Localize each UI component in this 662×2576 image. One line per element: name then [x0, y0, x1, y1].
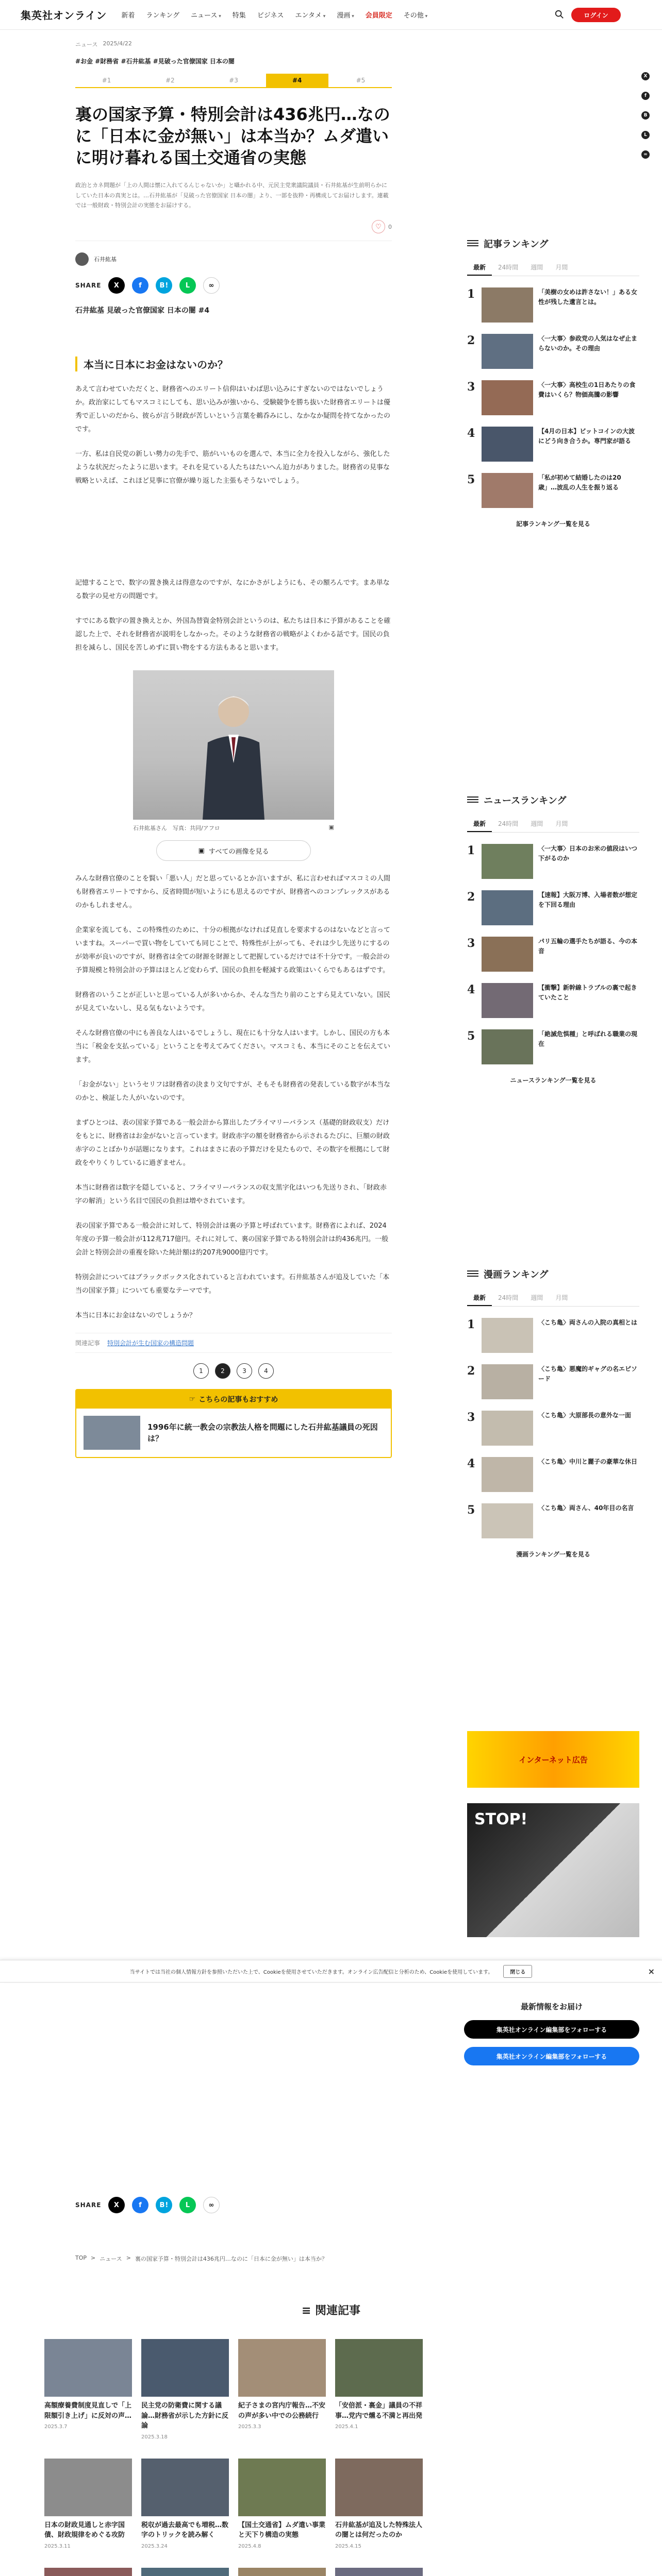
site-logo[interactable]: 集英社オンライン — [21, 9, 107, 22]
ranking-tabs — [467, 816, 639, 833]
ranking-list — [467, 844, 639, 1064]
section-heading: 本当に日本にお金はないのか？ — [75, 357, 392, 371]
close-icon[interactable]: × — [648, 1967, 655, 1976]
ranking-tab[interactable]: 週間 — [531, 264, 543, 271]
related-thumbnail — [335, 2568, 423, 2576]
ranking-title: 記事ランキング — [484, 239, 549, 250]
ranking-item[interactable] — [467, 983, 639, 1018]
related-thumbnail — [141, 2568, 229, 2576]
body-paragraph: あえて言わせていただくと、財務省へのエリート信仰はいわば思い込みにすぎないのではないでしょうか。政治家にしてもマスコミにしても、思い込みが強いから、受験競争を勝ち抜いた財務省エリートは優秀で正しいのだから、彼らが言う財政が苦しいという言葉を鵜呑みにし、なかなか疑問を持てなかったのです。 — [75, 385, 391, 434]
breadcrumb — [75, 2255, 327, 2263]
body-paragraph: 一方、私は自民党の新しい勢力の先手で、筋がいいものを選んで、本当に全力を投入しながら、強化したような状況だったように思います。それを見ている人たちはたいへん迫力がありました。財務省の見事な戦略といえば、これほど見事に官僚が繰り返した主張もそうないでしょう。 — [75, 450, 390, 485]
ranking-title: 漫画ランキング — [484, 1269, 549, 1280]
x-follow-label: 集英社オンライン編集部をフォローする — [496, 2026, 607, 2033]
article-page-tab[interactable]: #2 — [139, 74, 201, 87]
related-thumbnail — [141, 2459, 229, 2516]
rank-title: 〈一大事〉日本のお米の値段はいつ下がるのか — [538, 845, 638, 862]
body-paragraph: 企業家を流しても、この特殊性のために、十分の根拠がなければ見直しを要求するのはないなどと言っていますね。スーパーで買い物をしていても同じことで、特殊性が上がっても、それは少し先送りにするのが効率が良いのですが、財務省は全ての財源を財源として把握しているだけでは不十分です。一般会計の予算規模と特別会計の予算はほとんど変わらず、国民の負担を軽減する政策はいくらでもあるはずです。 — [75, 926, 391, 975]
related-card-title: 【国土交通省】ムダ遣い事業と天下り構造の実態 — [238, 2521, 326, 2539]
related-thumbnail — [335, 2459, 423, 2516]
ranking-tab[interactable]: 最新 — [467, 816, 492, 832]
rank-number: 4 — [467, 427, 475, 440]
related-card-title: 石井紘基が追及した特殊法人の闇とは何だったのか — [335, 2521, 423, 2539]
rank-number: 2 — [467, 1364, 475, 1378]
related-link-row — [75, 1333, 392, 1353]
ranking-tab[interactable]: 24時間 — [498, 1294, 519, 1301]
breadcrumb-item[interactable]: ニュース — [100, 2256, 122, 2262]
ad-spacer — [75, 488, 392, 565]
link-copy-icon[interactable]: ∞ — [641, 150, 650, 159]
rank-thumbnail — [482, 427, 533, 462]
ranking-item[interactable] — [467, 937, 639, 972]
body-paragraph: 表の国家予算である一般会計に対して、特別会計は裏の予算と呼ばれています。財務省によれば、2024年度の予算一般会計が112兆717億円。それに対して、裏の国家予算である特別会計は約436兆円。一般会計と特別会計の重複を除いた純計額は約207兆9000億円です。 — [75, 1222, 389, 1257]
related-card[interactable] — [335, 2459, 423, 2549]
article-tags[interactable]: #お金 #財務省 #石井紘基 #見破った官僚国家 日本の闇 — [75, 58, 235, 65]
newsletter-box — [464, 2001, 639, 2065]
floating-share-rail — [641, 72, 650, 159]
related-title: 関連記事 — [315, 2304, 361, 2317]
ranking-tab[interactable]: 24時間 — [498, 264, 519, 271]
all-images-button[interactable] — [156, 840, 311, 861]
nav-item[interactable]: 新着 — [121, 12, 135, 20]
cookie-close-button[interactable]: 閉じる — [503, 1965, 532, 1978]
bars-icon — [467, 796, 478, 804]
related-card-date: 2025.3.7 — [44, 2424, 68, 2430]
breadcrumb-item[interactable]: TOP — [75, 2255, 87, 2261]
ranking-item[interactable] — [467, 1411, 639, 1446]
breadcrumb-separator: > — [126, 2255, 131, 2261]
related-thumbnail — [44, 2339, 132, 2397]
article-page-tab[interactable]: #1 — [75, 74, 138, 87]
ranking-title: ニュースランキング — [484, 795, 567, 806]
line-share-icon[interactable]: L — [641, 131, 650, 139]
nav-item[interactable]: ニュース ▾ — [191, 10, 221, 20]
ranking-tabs — [467, 1290, 639, 1307]
figure-caption-row — [133, 824, 334, 832]
recommend-heading: こちらの記事もおすすめ — [198, 1396, 278, 1404]
cookie-banner — [0, 1960, 662, 1982]
related-card-date: 2025.3.18 — [141, 2434, 168, 2440]
line-share-button[interactable]: L — [179, 2197, 196, 2213]
gallery-icon[interactable]: ▣ — [328, 824, 334, 831]
rank-number: 5 — [467, 1503, 475, 1517]
ranking-tab[interactable]: 月間 — [555, 264, 568, 271]
recommend-item[interactable] — [76, 1409, 391, 1457]
related-card-title: 紀子さまの宮内庁報告…不安の声が多い中での公務続行 — [238, 2402, 326, 2420]
article-date: 2025/4/22 — [103, 40, 132, 47]
rank-thumbnail — [482, 890, 533, 925]
ranking-tab[interactable]: 週間 — [531, 1294, 543, 1301]
related-thumbnail — [238, 2459, 326, 2516]
ad-banner-text: インターネット広告 — [519, 1755, 588, 1765]
rank-number: 4 — [467, 1457, 475, 1470]
ranking-more-link[interactable]: ニュースランキング一覧を見る — [510, 1077, 597, 1084]
rank-title: 【衝撃】新幹線トラブルの裏で起きていたこと — [538, 984, 637, 1001]
newsletter-title: 最新情報をお届け — [520, 2002, 583, 2011]
ranking-heading — [467, 237, 639, 250]
related-thumbnail — [335, 2339, 423, 2397]
rank-title: 〈こち亀〉大原部長の意外な一面 — [538, 1412, 632, 1419]
related-card[interactable] — [44, 2459, 132, 2549]
x-follow-button[interactable] — [464, 2020, 639, 2039]
ranking-tab[interactable]: 週間 — [531, 820, 543, 827]
portrait-photo[interactable] — [133, 670, 334, 820]
ranking-item[interactable] — [467, 890, 639, 925]
facebook-follow-button[interactable] — [464, 2047, 639, 2065]
person-silhouette — [200, 686, 267, 820]
article-meta — [75, 40, 392, 48]
ranking-item[interactable] — [467, 844, 639, 879]
article-page-tab[interactable]: #4 — [266, 74, 328, 87]
share-row — [75, 277, 392, 294]
hatena-share-button[interactable]: B! — [156, 2197, 172, 2213]
ranking-tab[interactable]: 月間 — [555, 820, 568, 827]
ranking-item[interactable] — [467, 380, 639, 415]
related-card[interactable] — [44, 2339, 132, 2440]
rank-title: 「私が初めて結婚したのは20歳」…波乱の人生を振り返る — [538, 474, 621, 491]
rank-thumbnail — [482, 1318, 533, 1353]
body-paragraph: 「お金がない」というセリフは財務省の決まり文句ですが、そもそも財務省の発表している数字が本当なのかと、検証した人がいないのです。 — [75, 1081, 391, 1103]
share-label: SHARE — [75, 2201, 102, 2209]
hand-icon: ☞ — [189, 1395, 196, 1404]
rank-number: 5 — [467, 1029, 475, 1043]
page-pagination — [75, 1363, 392, 1379]
rank-title: 「美樹の女めは許さない！」ある女性が残した遺言とは。 — [538, 289, 638, 306]
link-copy-button[interactable]: ∞ — [203, 277, 220, 294]
rank-thumbnail — [482, 1411, 533, 1446]
related-card-date: 2025.3.3 — [238, 2424, 261, 2430]
site-header — [0, 0, 662, 30]
related-card-title: 民主党の防衛費に関する議論…財務省が示した方針に反論 — [141, 2402, 229, 2430]
rank-title: 〈こち亀〉中川と麗子の豪華な休日 — [538, 1458, 638, 1465]
hatena-share-button[interactable]: B! — [156, 277, 172, 294]
related-card-title: 税収が過去最高でも増税…数字のトリックを読み解く — [141, 2521, 229, 2539]
body-paragraph: そんな財務官僚の中にも善良な人はいるでしょうし、現在にも十分な人はいます。しかし、国民の方も本当に「税金を支払っている」ということを考えてみてください。マスコミも、本当にそのことを伝えています。 — [75, 1029, 391, 1064]
related-thumbnail — [238, 2568, 326, 2576]
search-icon[interactable] — [555, 10, 564, 19]
related-card[interactable] — [141, 2568, 229, 2576]
article-title: 裏の国家予算・特別会計は436兆円…なのに「日本に金が無い」は本当か？ムダ遣いに明け暮れる国土交通省の実態 — [75, 105, 390, 168]
author-block[interactable] — [75, 252, 392, 266]
body-paragraph: 財務省のいうことが正しいと思っている人が多いからか、そんな当たり前のことすら見えていない。国民が見えていないし、見る気もないようです。 — [75, 991, 391, 1013]
related-card[interactable] — [238, 2459, 326, 2549]
like-count: 0 — [388, 223, 392, 230]
related-thumbnail — [44, 2459, 132, 2516]
rank-number: 3 — [467, 1411, 475, 1424]
rank-number: 3 — [467, 380, 475, 394]
ranking-heading — [467, 793, 639, 807]
body-paragraph: 本当に日本にお金はないのでしょうか？ — [75, 1312, 196, 1320]
login-button[interactable]: ログイン — [571, 8, 621, 22]
nav-item[interactable]: ビジネス — [257, 12, 284, 20]
related-card-date: 2025.4.1 — [335, 2424, 358, 2430]
x-share-button[interactable]: X — [108, 277, 125, 294]
article-lead: 政治とカネ問題が「上の人間は懐に入れてるんじゃないか」と囁かれる中、元民主党衆議院議員・石井紘基が生前明らかにしていた日本の真実とは。…石井紘基が「見破った官僚国家 日本の闇」より、一部を抜粋・再構成してお届けします。連載では一般財政・特別会計の実態をお届けする。 — [75, 181, 389, 209]
page-number[interactable]: 2 — [215, 1363, 230, 1379]
author-name: 石井紘基 — [94, 256, 117, 263]
sidebar-article-ranking — [467, 237, 639, 528]
rank-thumbnail — [482, 937, 533, 972]
related-thumbnail — [141, 2339, 229, 2397]
facebook-share-button[interactable]: f — [132, 2197, 148, 2213]
related-card[interactable] — [44, 2568, 132, 2576]
rank-thumbnail — [482, 983, 533, 1018]
rank-title: 【速報】大阪万博、入場者数が想定を下回る理由 — [538, 891, 638, 908]
related-card[interactable] — [238, 2568, 326, 2576]
related-card-title: 高額療養費制度見直しで「上限額引き上げ」に反対の声… — [44, 2402, 132, 2420]
rank-title: 【4月の日本】ビットコインの大波にどう向き合うか。専門家が語る — [538, 428, 635, 445]
cookie-text: 当サイトでは当社の個人情報方針を参照いただいた上で、Cookieを使用させていただきます。オンライン広告配信と分析のため、Cookieを使用しています。 — [129, 1969, 493, 1975]
nav-item[interactable]: ランキング — [146, 12, 180, 20]
rank-thumbnail — [482, 334, 533, 369]
related-card[interactable] — [335, 2339, 423, 2440]
related-card-date: 2025.3.11 — [44, 2543, 71, 2549]
all-images-label: すべての画像を見る — [208, 848, 269, 856]
nav-item[interactable]: エンタメ ▾ — [295, 10, 325, 20]
recommend-thumbnail — [84, 1416, 140, 1450]
rank-thumbnail — [482, 380, 533, 415]
sidebar-news-ranking — [467, 793, 639, 1084]
rank-title: 〈一大事〉参政党の人気はなぜ止まらないのか。その理由 — [538, 335, 638, 352]
page-number[interactable]: 3 — [237, 1363, 252, 1379]
recommend-title: 1996年に統一教会の宗教法人格を問題にした石井紘基議員の死因は？ — [147, 1422, 378, 1444]
related-card-date: 2025.4.8 — [238, 2543, 261, 2549]
breadcrumb-separator: > — [91, 2255, 96, 2261]
rank-number: 2 — [467, 890, 475, 904]
line-share-button[interactable]: L — [179, 277, 196, 294]
main-nav — [121, 10, 427, 20]
page-number[interactable]: 4 — [258, 1363, 274, 1379]
rank-number: 1 — [467, 1318, 475, 1331]
ranking-item[interactable] — [467, 287, 639, 323]
rank-thumbnail — [482, 1364, 533, 1399]
rank-number: 1 — [467, 844, 475, 857]
rank-title: 〈こち亀〉両さん、40年目の名言 — [538, 1504, 634, 1512]
ranking-item[interactable] — [467, 1364, 639, 1399]
ranking-item[interactable] — [467, 1503, 639, 1538]
ranking-list — [467, 1318, 639, 1538]
nav-item[interactable]: 特集 — [232, 12, 246, 20]
body-paragraph: 記憶することで、数字の置き換えは得意なのですが、なにかさがしようにも、その額ろんです。まあ単なる数字の見せ方の問題です。 — [75, 579, 390, 601]
hatena-share-icon[interactable]: B — [641, 111, 650, 120]
ranking-heading — [467, 1267, 639, 1281]
body-paragraph: まずひとつは、表の国家予算である一般会計から算出したプライマリーバランス（基礎的財政収支）だけをもとに、財務省はお金がないと言っています。財政赤字の額を財務省から示されるたびに、巨額の財政赤字のことばかりが話題になります。これはまさに表の予算だけを見たもので、その数字を根拠にして財政をやりくりしているに過ぎません。 — [75, 1119, 390, 1167]
recommend-box — [75, 1389, 392, 1458]
related-thumbnail — [238, 2339, 326, 2397]
rank-thumbnail — [482, 1029, 533, 1064]
ranking-item[interactable] — [467, 1029, 639, 1064]
article-page-tabs — [75, 74, 392, 88]
rank-number: 4 — [467, 983, 475, 996]
body-paragraph: みんな財務官僚のことを賢い「悪い人」だと思っているとか言いますが、私に言わせればマスコミの人間も財務省エリートですから、反省時間が短いようにも思えるのですが、財務省へのコンプレックスがあるのかもしれません。 — [75, 875, 391, 910]
ranking-item[interactable] — [467, 1457, 639, 1492]
related-label: 関連記事 — [75, 1340, 101, 1347]
ranking-item[interactable] — [467, 1318, 639, 1353]
related-card[interactable] — [238, 2339, 326, 2440]
related-articles-heading: ≡ 関連記事 — [301, 2304, 361, 2317]
x-share-button[interactable]: X — [108, 2197, 125, 2213]
breadcrumb-item: 裏の国家予算・特別会計は436兆円…なのに「日本に金が無い」は本当か？ — [135, 2256, 327, 2262]
related-card[interactable] — [141, 2459, 229, 2549]
related-link[interactable]: 特別会計が生む国家の構造問題 — [107, 1340, 194, 1347]
nav-item[interactable]: その他 ▾ — [404, 10, 427, 20]
ranking-tab[interactable]: 最新 — [467, 260, 492, 276]
rank-thumbnail — [482, 287, 533, 323]
ranking-item[interactable] — [467, 427, 639, 462]
avatar — [75, 252, 89, 266]
figure-caption: 石井紘基さん 写真：共同/アフロ — [133, 825, 220, 832]
body-paragraph: 本当に財務省は数字を隠していると、フライマリーバランスの収支黒字化はいつも先送りされ、「財政赤字の解消」という名目で国民の負担は増やされています。 — [75, 1184, 387, 1206]
article-main — [75, 40, 392, 1458]
rank-title: 〈一大事〉高校生の1日あたりの食費はいくら？物価高騰の影響 — [538, 381, 636, 398]
ranking-more-link[interactable]: 漫画ランキング一覧を見る — [516, 1551, 590, 1558]
related-card[interactable] — [141, 2339, 229, 2440]
facebook-follow-label: 集英社オンライン編集部をフォローする — [496, 2053, 607, 2060]
ranking-tab[interactable]: 最新 — [467, 1290, 492, 1306]
ranking-tab[interactable]: 24時間 — [498, 820, 519, 827]
rank-thumbnail — [482, 1503, 533, 1538]
rank-thumbnail — [482, 844, 533, 879]
related-card-date: 2025.3.24 — [141, 2543, 168, 2549]
link-copy-button[interactable]: ∞ — [203, 2197, 220, 2213]
rank-thumbnail — [482, 1457, 533, 1492]
rank-title: 「絶滅危惧種」と呼ばれる職業の現在 — [538, 1030, 638, 1047]
facebook-share-button[interactable]: f — [132, 277, 148, 294]
heart-icon[interactable]: ♡ — [372, 220, 385, 233]
related-card-title: 「安倍派・裏金」議員の不祥事…党内で燻る不満と再出発 — [335, 2402, 423, 2420]
rank-title: パリ五輪の選手たちが語る、今の本音 — [538, 938, 638, 955]
bars-icon — [467, 240, 478, 247]
share-label: SHARE — [75, 282, 102, 290]
rank-number: 5 — [467, 473, 475, 486]
share-row-bottom — [75, 2197, 220, 2213]
rank-thumbnail — [482, 473, 533, 508]
nav-item[interactable]: 会員限定 — [365, 12, 392, 20]
ranking-item[interactable] — [467, 334, 639, 369]
related-card-title: 日本の財政見通しと赤字国債、財政規律をめぐる攻防 — [44, 2521, 125, 2539]
ad-banner-text: STOP! — [474, 1810, 528, 1828]
facebook-share-icon[interactable]: f — [641, 92, 650, 100]
x-share-icon[interactable]: X — [641, 72, 650, 80]
related-articles-grid — [44, 2339, 423, 2576]
ranking-item[interactable] — [467, 473, 639, 508]
sidebar-manga-ranking — [467, 1267, 639, 1558]
body-paragraph: すでにある数字の置き換えとか、外国為替資金特別会計というのは、私たちは日本に予算があることを確認した上で、それを財務省が説明をしなかった。そのような財務省の戦略がよくわかる話です。国民の負担を減らし、国民を苦しめずに買い物をする方法もあると思います。 — [75, 617, 391, 652]
rank-number: 1 — [467, 287, 475, 301]
body-paragraph: 特別会計についてはブラックボックス化されていると言われています。石井紘基さんが追及していた「本当の国家予算」についても重要なテーマです。 — [75, 1274, 390, 1295]
related-card-date: 2025.4.15 — [335, 2543, 361, 2549]
ad-banner[interactable] — [467, 1803, 639, 1937]
ranking-tabs — [467, 260, 639, 276]
bars-icon — [467, 1270, 478, 1278]
article-category[interactable]: ニュース — [75, 41, 98, 48]
related-card[interactable] — [335, 2568, 423, 2576]
related-thumbnail — [44, 2568, 132, 2576]
ad-banner[interactable] — [467, 1731, 639, 1788]
nav-item[interactable]: 漫画 ▾ — [337, 10, 354, 20]
rank-number: 2 — [467, 334, 475, 347]
ranking-list — [467, 287, 639, 508]
series-title[interactable]: 石井紘基 見破った官僚国家 日本の闇 #4 — [75, 307, 210, 315]
rank-title: 〈こち亀〉両さんの入院の真相とは — [538, 1319, 638, 1326]
article-figure — [133, 670, 334, 832]
images-icon: ▣ — [198, 846, 205, 855]
ranking-tab[interactable]: 月間 — [555, 1294, 568, 1301]
article-page-tab[interactable]: #3 — [202, 74, 264, 87]
page-number[interactable]: 1 — [193, 1363, 209, 1379]
article-page-tab[interactable]: #5 — [329, 74, 392, 87]
ranking-more-link[interactable]: 記事ランキング一覧を見る — [516, 520, 590, 528]
rank-title: 〈こち亀〉悪魔的ギャグの名エピソード — [538, 1365, 638, 1382]
recommend-header — [76, 1390, 391, 1409]
rank-number: 3 — [467, 937, 475, 950]
like-row — [75, 220, 392, 241]
